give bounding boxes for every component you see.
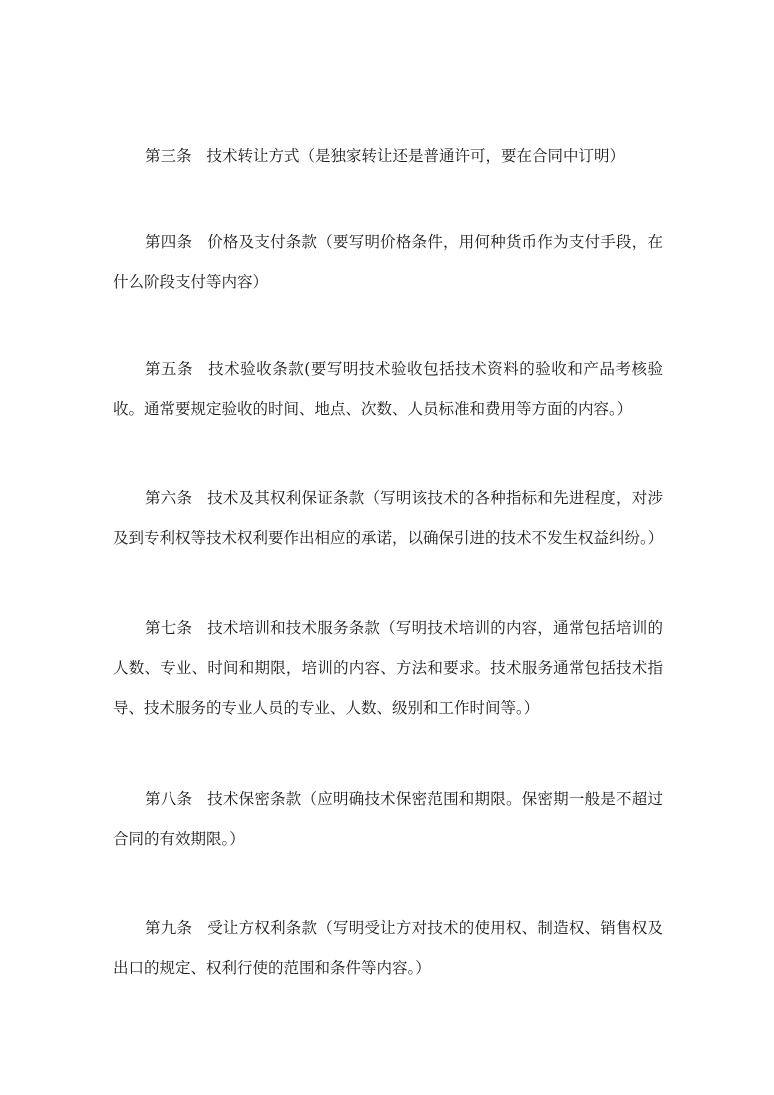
clause-description: （是独家转让还是普通许可，要在合同中订明） (299, 147, 626, 165)
clause-number: 第八条 (145, 790, 193, 808)
clause-title: 技术转让方式 (206, 147, 300, 165)
clause-number: 第九条 (145, 919, 193, 937)
clause-description: （应明确技术保密范围和期限。保密期一般是不超过合同的有效期限。） (113, 790, 663, 848)
clause-description: （写明该技术的各种指标和先进程度，对涉及到专利权等技术权利要作出相应的承诺，以确保引进的技术不发生权益纠纷。） (113, 489, 664, 547)
clause-description: （写明受让方对技术的使用权、制造权、销售权及出口的规定、权利行使的范围和条件等内容。） (113, 919, 663, 977)
clause-6 (113, 478, 663, 558)
clause-number: 第七条 (145, 619, 193, 637)
clause-number: 第三条 (145, 147, 192, 165)
clause-title: 技术验收条款 (208, 360, 305, 378)
clause-number: 第四条 (145, 233, 193, 251)
clause-title: 技术及其权利保证条款 (207, 489, 365, 507)
clause-description: (要写明技术验收包括技术资料的验收和产品考核验收。通常要规定验收的时间、地点、次数、人员标准和费用等方面的内容。） (113, 360, 663, 418)
clause-3 (113, 136, 663, 176)
clause-description: （要写明价格条件，用何种货币作为支付手段，在什么阶段支付等内容） (113, 233, 663, 291)
clause-title: 受让方权利条款 (207, 919, 318, 937)
clause-description: （写明技术培训的内容，通常包括培训的人数、专业、时间和期限，培训的内容、方法和要求。技术服务通常包括技术指导、技术服务的专业人员的专业、人数、级别和工作时间等。） (113, 619, 663, 717)
clause-number: 第六条 (145, 489, 193, 507)
clause-9 (113, 908, 663, 988)
clause-title: 价格及支付条款 (207, 233, 318, 251)
clause-number: 第五条 (145, 360, 194, 378)
clause-title: 技术培训和技术服务条款 (207, 619, 381, 637)
clause-8 (113, 779, 663, 859)
clause-title: 技术保密条款 (207, 790, 302, 808)
clause-4 (113, 222, 663, 302)
clause-5 (113, 349, 663, 429)
clause-7 (113, 608, 663, 728)
